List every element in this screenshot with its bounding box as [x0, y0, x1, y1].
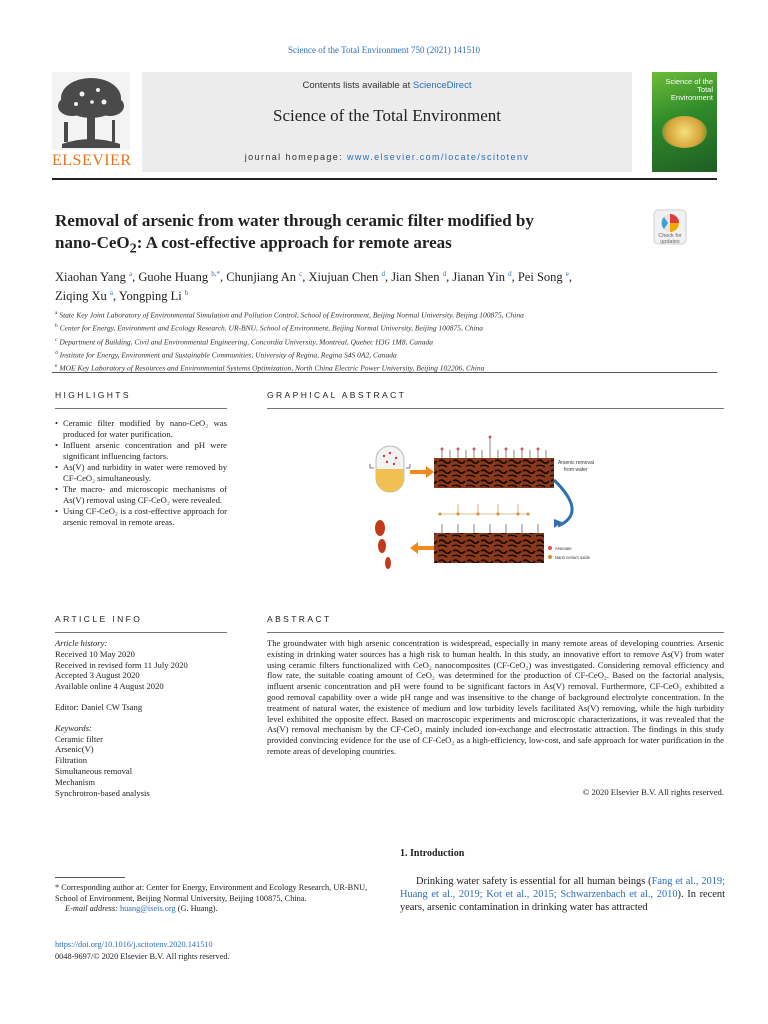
ga-label-removal: Arsenic removal	[558, 460, 594, 466]
graphical-abstract-figure[interactable]	[368, 418, 608, 573]
highlights-heading: HIGHLIGHTS	[55, 390, 131, 400]
abstract-heading: ABSTRACT	[267, 614, 332, 624]
cover-artwork	[662, 116, 707, 148]
sciencedirect-link[interactable]: ScienceDirect	[412, 80, 472, 91]
abstract-text: The groundwater with high arsenic concentration is widespread, especially in many remote areas of developing countries. Arsenic existing in drinking water sources has a high risk to human health. In this study, an innovative effort to remove As(V) from water using ceramic filters functionalized with CeO₂ nanocomposites (CF-CeO₂) was investigated. Considering removal efficiency and flow rate, the suitable coating amount of CeO₂ was determined for the production of CF-CeO₂. Based on the factorial analysis, influent arsenic concentration and pH were found to be significant factors in As(V) removal. Furthermore, CF-CeO₂ exhibited a good removal capability over a wide pH range and was insensitive to the change of background electrolyte concentration. In the treatment of natural water, the existence of medium and low turbidity levels facilitated As(V) removing, while the high turbidity level exhibited the opposite effect. Based on macroscopic experiments and microscopic characterizations, it was revealed that the As(V) removal mechanism by the CF-CeO₂ mainly included ion-exchange and electrostatic attraction. The findings in this study provided convincing evidence for the use of CF-CeO₂ as a high-efficiency, low-cost, and safe approach for water purification in the remote areas of developing countries.	[267, 638, 724, 756]
introduction-text: Drinking water safety is essential for all human beings (Fang et al., 2019; Huang et al., 2019; Kot et al., 2015; Schwarzenbach et al., 2010). In recent years, arsenic contamination in drinking water has attracted	[400, 876, 725, 914]
affiliation: $^a$ State Key Joint Laboratory of Environmental Simulation and Pollution Control, School of Environment, Beijing Normal University, Beijing 100875, China	[55, 310, 524, 320]
article-info	[55, 638, 230, 798]
header-rule	[52, 178, 717, 180]
history-item: Received 10 May 2020	[55, 648, 135, 659]
filter-slab-bottom	[434, 533, 544, 563]
author[interactable]: Pei Song $^e$	[517, 270, 569, 285]
section-rule	[52, 372, 717, 373]
author[interactable]: Xiaohan Yang $^a$	[55, 270, 133, 285]
issn-copyright: 0048-9697/© 2020 Elsevier B.V. All rights reserved.	[55, 952, 230, 961]
check-for-updates-label: Check for updates	[658, 233, 682, 245]
ceramic-filter-graphic	[376, 446, 404, 492]
abstract-rule	[267, 632, 724, 633]
journal-reference[interactable]: Science of the Total Environment 750 (2021) 141510	[288, 45, 480, 55]
author[interactable]: Jian Shen $^d$	[391, 270, 447, 285]
contents-line: Contents lists available at ScienceDirect	[302, 80, 472, 91]
affiliation: $^c$ Department of Building, Civil and Environmental Engineering, Concordia University, Montreal, Quebec H3G 1M8, Canada	[55, 336, 434, 347]
keyword[interactable]: Simultaneous removal	[55, 765, 133, 776]
highlights-list	[55, 418, 227, 528]
affiliations	[55, 308, 715, 374]
keyword[interactable]: Filtration	[55, 755, 87, 766]
affiliation: $^e$ MOE Key Laboratory of Resources and Environmental Systems Optimization, North China Electric Power University, Beijing 102206, China	[55, 363, 485, 373]
keyword[interactable]: Mechanism	[55, 776, 96, 787]
affiliation: $^b$ Center for Energy, Environment and Ecology Research, UR-BNU, School of Environment, Beijing Normal University, Beijing 100875, China	[55, 323, 484, 333]
ga-legend-arsenate: Arsenate	[555, 546, 572, 551]
graphical-abstract-heading: GRAPHICAL ABSTRACT	[267, 390, 407, 400]
keyword[interactable]: Synchrotron-based analysis	[55, 787, 150, 798]
graphical-abstract-rule	[267, 408, 724, 409]
ga-label-from-water: from water	[564, 467, 588, 473]
masthead-banner	[142, 72, 632, 172]
author-list: Xiaohan Yang $^a$, Guohe Huang $^{b,*}$, Chunjiang An $^c$, Xiujuan Chen $^d$, Jian Shen $^d$, Jianan Yin $^d$, Pei Song $^e$, Ziqing Xu $^a$, Yongping Li $^b$	[55, 270, 573, 304]
elsevier-wordmark[interactable]: ELSEVIER	[52, 152, 132, 169]
author[interactable]: Chunjiang An $^c$	[226, 270, 303, 285]
article-title: Removal of arsenic from water through ceramic filter modified by nano-CeO$_2$: A cost-effective approach for remote areas	[55, 211, 534, 257]
journal-cover-thumbnail[interactable]	[652, 72, 717, 172]
homepage-link[interactable]: www.elsevier.com/locate/scitotenv	[347, 152, 530, 162]
journal-title: Science of the Total Environment	[273, 106, 501, 125]
history-item: Accepted 3 August 2020	[55, 670, 140, 681]
history-label: Article history:	[55, 638, 108, 648]
keyword[interactable]: Ceramic filter	[55, 733, 103, 744]
keyword[interactable]: Arsenic(V)	[55, 744, 94, 755]
author[interactable]: Yongping Li $^b$	[118, 289, 189, 304]
highlight-item: • The macro- and microscopic mechanisms of As(V) removal using CF-CeO₂ were revealed.	[55, 484, 227, 506]
keywords-label: Keywords:	[55, 722, 92, 733]
article-info-heading: ARTICLE INFO	[55, 614, 143, 624]
masthead	[52, 72, 717, 172]
author-email-link[interactable]: huang@iseis.org	[120, 904, 176, 914]
doi-link[interactable]: https://doi.org/10.1016/j.scitotenv.2020.141510	[55, 940, 213, 949]
author[interactable]: Xiujuan Chen $^d$	[308, 270, 385, 285]
citation-links[interactable]: Fang et al., 2019; Huang et al., 2019; Kot et al., 2015; Schwarzenbach et al., 2010	[400, 876, 725, 901]
highlights-rule	[55, 408, 227, 409]
author[interactable]: Jianan Yin $^d$	[452, 270, 512, 285]
article-info-rule	[55, 632, 227, 633]
corresponding-author-footnote: * Corresponding author at: Center for Energy, Environment and Ecology Research, UR-BNU, School of Environment, Beijing Normal University, Beijing 100875, China. E-mail address: huang@iseis.org (G. Huang).	[55, 883, 368, 914]
highlight-item: • Ceramic filter modified by nano-CeO₂ was produced for water purification.	[55, 418, 227, 440]
abstract-copyright: © 2020 Elsevier B.V. All rights reserved.	[582, 787, 724, 797]
highlight-item: • Using CF-CeO₂ is a cost-effective approach for arsenic removal in remote areas.	[55, 506, 227, 528]
journal-homepage: journal homepage: www.elsevier.com/locate/scitotenv	[244, 152, 530, 162]
introduction-heading: 1. Introduction	[400, 848, 465, 859]
ga-legend-ceo2: Nano cerium oxide	[555, 555, 590, 560]
history-item: Available online 4 August 2020	[55, 681, 164, 692]
editor: Editor: Daniel CW Tsang	[55, 701, 143, 712]
author[interactable]: Guohe Huang $^{b,*}$	[138, 270, 220, 285]
history-item: Received in revised form 11 July 2020	[55, 659, 188, 670]
author[interactable]: Ziqing Xu $^a$	[55, 289, 113, 304]
cover-title: Science of the Total Environment	[665, 77, 713, 102]
affiliation: $^d$ Institute for Energy, Environment and Sustainable Communities, University of Regina, Regina S4S 0A2, Canada	[55, 349, 397, 360]
highlight-item: • As(V) and turbidity in water were removed by CF-CeO₂ simultaneously.	[55, 462, 227, 484]
highlight-item: • Influent arsenic concentration and pH were significant influencing factors.	[55, 440, 227, 462]
filter-slab-top	[434, 458, 554, 488]
footnote-rule	[55, 877, 125, 878]
